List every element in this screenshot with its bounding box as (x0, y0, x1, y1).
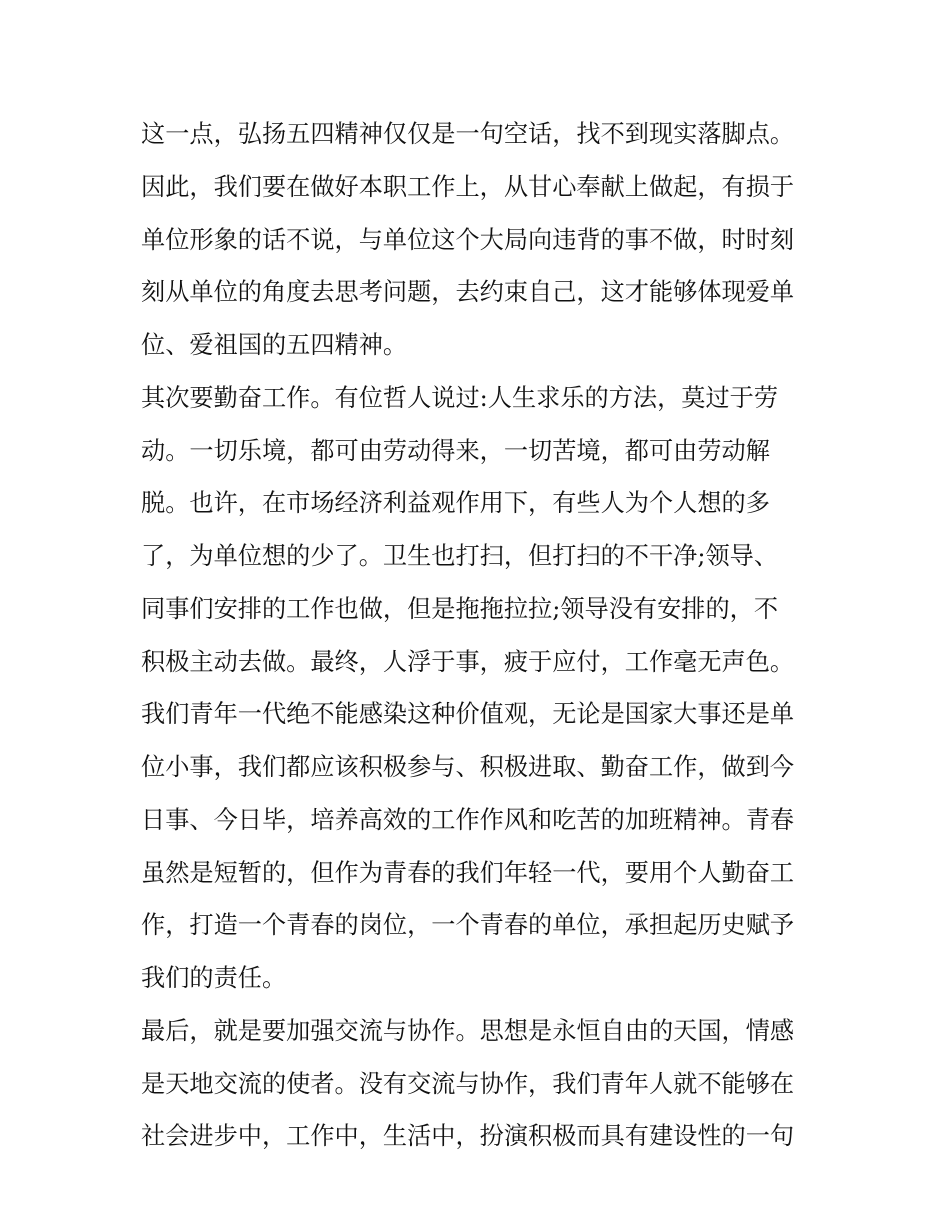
text-line: 其次要勤奋工作。有位哲人说过:人生求乐的方法，莫过于劳 (141, 383, 779, 412)
text-line: 位小事，我们都应该积极参与、积极进取、勤奋工作，做到今 (141, 753, 795, 781)
text-line: 积极主动去做。最终，人浮于事，疲于应付，工作毫无声色。 (141, 647, 795, 676)
text-line: 了，为单位想的少了。卫生也打扫，但打扫的不干净;领导、 (141, 542, 779, 570)
text-line: 我们青年一代绝不能感染这种价值观，无论是国家大事还是单 (141, 700, 795, 729)
text-line: 我们的责任。 (141, 964, 287, 992)
text-line: 最后，就是要加强交流与协作。思想是永恒自由的天国，情感 (141, 1016, 795, 1045)
text-line: 刻从单位的角度去思考问题，去约束自己，这才能够体现爱单 (141, 278, 795, 307)
text-line: 同事们安排的工作也做，但是拖拖拉拉;领导没有安排的，不 (141, 594, 779, 623)
text-line: 是天地交流的使者。没有交流与协作，我们青年人就不能够在 (141, 1069, 795, 1098)
text-line: 脱。也许，在市场经济利益观作用下，有些人为个人想的多 (141, 489, 770, 518)
text-line: 这一点，弘扬五四精神仅仅是一句空话，找不到现实落脚点。 (141, 120, 795, 148)
text-line: 单位形象的话不说，与单位这个大局向违背的事不做，时时刻 (141, 225, 795, 254)
text-line: 作，打造一个青春的岗位，一个青春的单位，承担起历史赋予 (141, 911, 795, 940)
body-text (141, 108, 821, 1163)
text-line: 社会进步中，工作中，生活中，扮演积极而具有建设性的一句 (141, 1122, 795, 1151)
text-line: 因此，我们要在做好本职工作上，从甘心奉献上做起，有损于 (141, 172, 795, 201)
text-line: 位、爱祖国的五四精神。 (141, 331, 408, 359)
text-line: 日事、今日毕，培养高效的工作作风和吃苦的加班精神。青春 (141, 805, 795, 834)
text-line: 虽然是短暂的，但作为青春的我们年轻一代，要用个人勤奋工 (141, 858, 795, 887)
text-line: 动。一切乐境，都可由劳动得来，一切苦境，都可由劳动解 (141, 436, 770, 465)
